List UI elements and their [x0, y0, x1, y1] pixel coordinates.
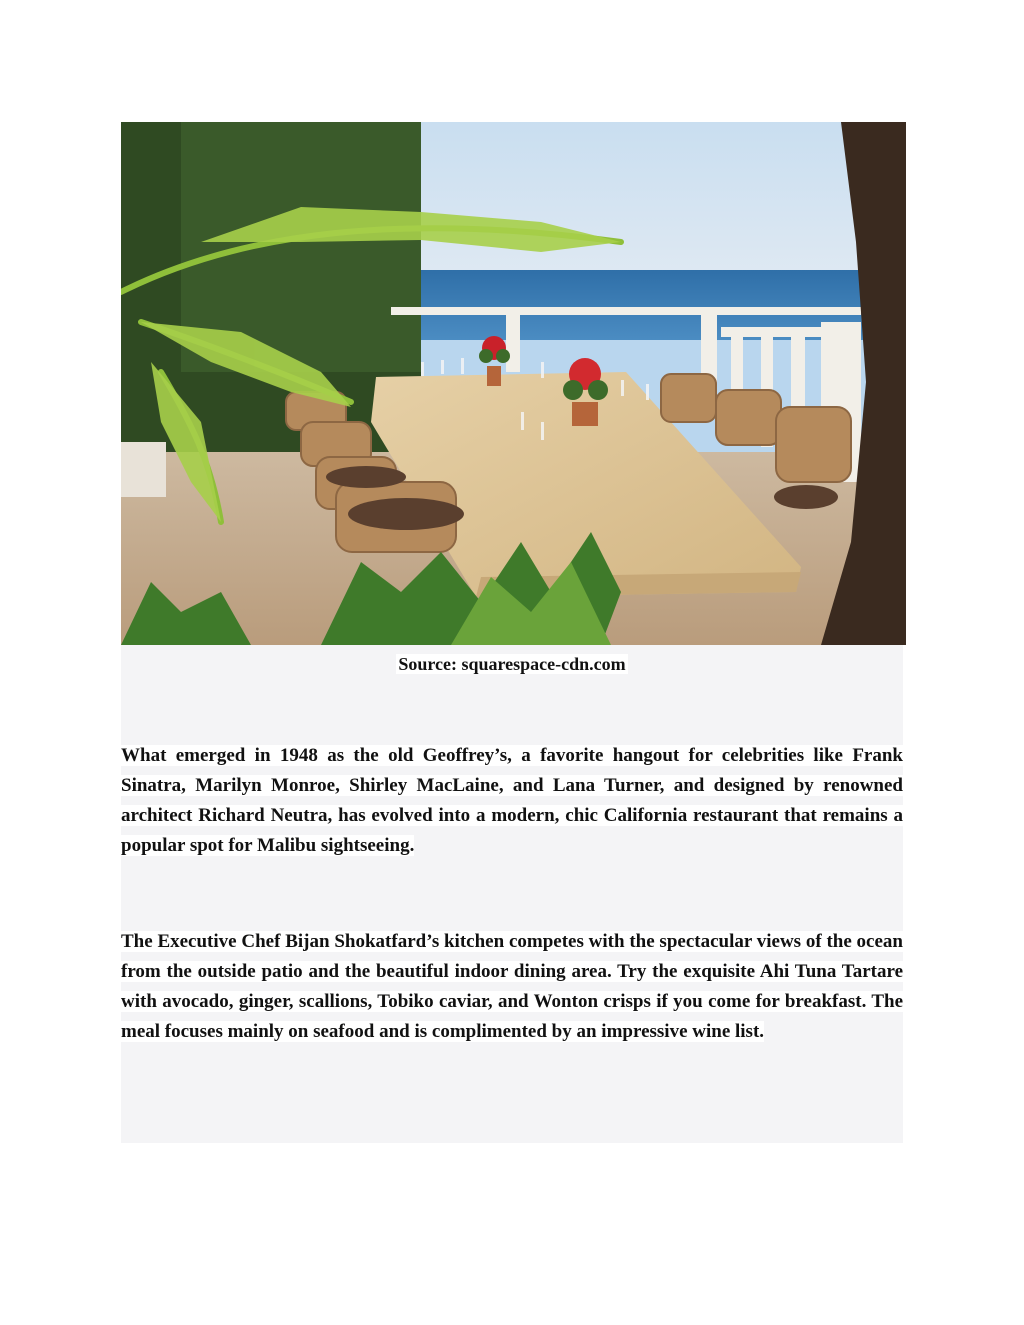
image-source-text: Source: squarespace-cdn.com [398, 654, 626, 674]
patio-illustration [121, 122, 906, 645]
image-caption [121, 651, 903, 677]
body-paragraph-chef [121, 927, 903, 1047]
paragraph-text: The Executive Chef Bijan Shokatfard’s kitchen competes with the spectacular views of the ocean from the outside patio and the beautiful indoor dining area. Try the exquisite Ahi Tuna Tartare with avocado, ginger, scallions, Tobiko caviar, and Wonton crisps if you come for breakfast. The meal focuses mainly on seafood and is complimented by an impressive wine list. [121, 931, 903, 1042]
paragraph-text: What emerged in 1948 as the old Geoffrey’s, a favorite hangout for celebrities like Frank Sinatra, Marilyn Monroe, Shirley MacLaine, and Lana Turner, and designed by renowned architect Richard Neutra, has evolved into a modern, chic California restaurant that remains a popular spot for Malibu sightseeing. [121, 745, 903, 856]
body-paragraph-history [121, 741, 903, 861]
restaurant-patio-photo [121, 122, 906, 645]
content-background-band [121, 645, 903, 1143]
